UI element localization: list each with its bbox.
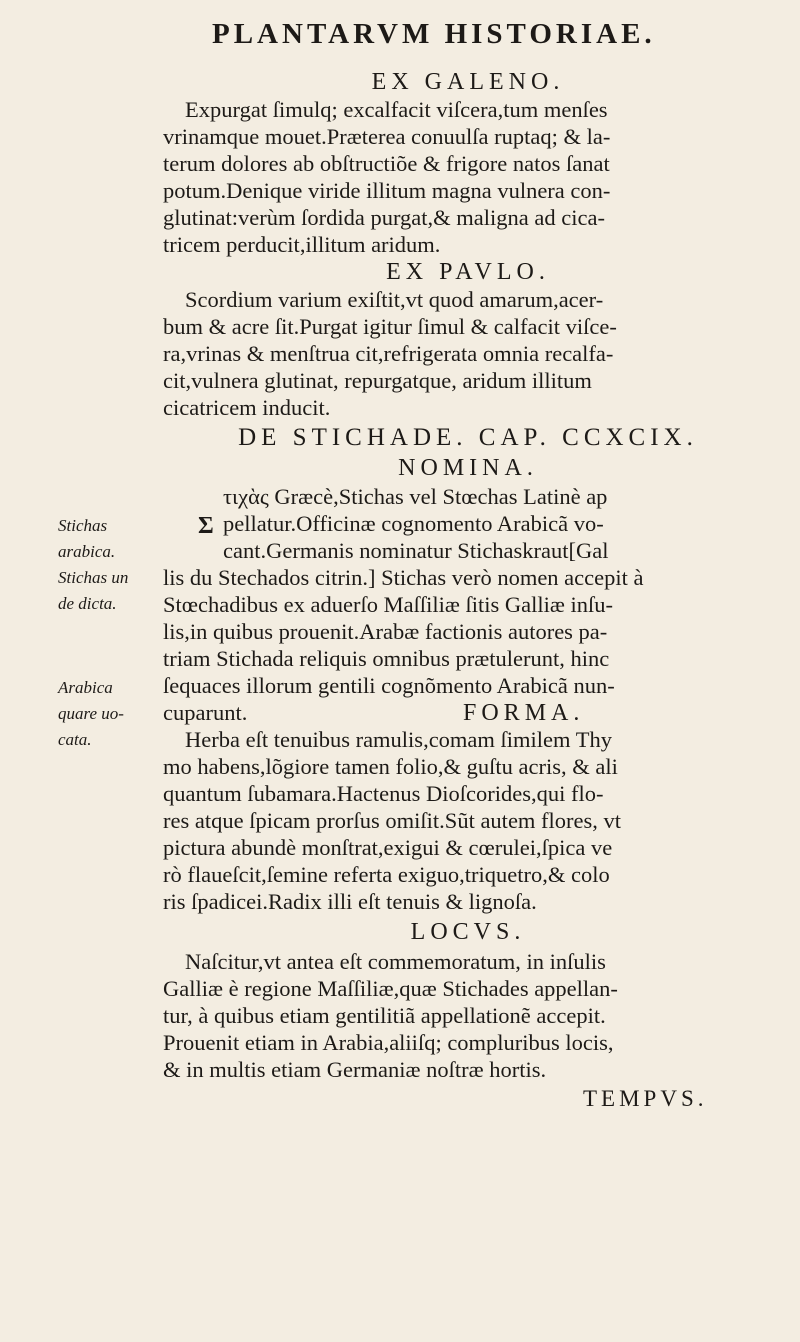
text-line: τιχὰς Græcè,Stichas vel Stœchas Latinè ap bbox=[223, 484, 608, 509]
text-line: tricem perducit,illitum aridum. bbox=[163, 232, 441, 257]
text-line: ra,vrinas & menſtrua cit,refrigerata omnia recalfa- bbox=[163, 341, 614, 366]
text-line: quantum ſubamara.Hactenus Dioſcorides,qui flo- bbox=[163, 781, 604, 806]
text-line: terum dolores ab obſtructiõe & frigore natos ſanat bbox=[163, 151, 610, 176]
text-line: cit,vulnera glutinat, repurgatque, aridum illitum bbox=[163, 368, 592, 393]
margin-note: quare uo- bbox=[58, 704, 124, 723]
text-line: Stœchadibus ex aduerſo Maſſiliæ ſitis Galliæ inſu- bbox=[163, 592, 613, 617]
section-heading: EX PAVLO. bbox=[386, 259, 550, 285]
running-header: PLANTARVM HISTORIAE. bbox=[212, 18, 656, 50]
text-line: Scordium varium exiſtit,vt quod amarum,acer- bbox=[185, 287, 604, 312]
chapter-heading: DE STICHADE. CAP. CCXCIX. bbox=[238, 424, 698, 451]
text-line: vrinamque mouet.Præterea conuulſa ruptaq; & la- bbox=[163, 124, 611, 149]
text-line: & in multis etiam Germaniæ noſtræ hortis. bbox=[163, 1057, 547, 1082]
section-heading: FORMA. bbox=[463, 700, 585, 726]
text-line: res atque ſpicam prorſus omiſit.Sũt autem flores, vt bbox=[163, 808, 622, 833]
text-line: cant.Germanis nominatur Stichaskraut[Gal bbox=[223, 538, 609, 563]
text-line: Galliæ è regione Maſſiliæ,quæ Stichades appellan- bbox=[163, 976, 618, 1001]
text-line: Herba eſt tenuibus ramulis,comam ſimilem Thy bbox=[185, 727, 612, 752]
text-line: cicatricem inducit. bbox=[163, 395, 331, 420]
catchword: TEMPVS. bbox=[583, 1086, 708, 1111]
section-heading: LOCVS. bbox=[410, 919, 526, 945]
text-line: Expurgat ſimulq; excalfacit viſcera,tum menſes bbox=[185, 97, 608, 122]
section-heading: NOMINA. bbox=[398, 455, 538, 481]
text-line: bum & acre ſit.Purgat igitur ſimul & calfacit viſce- bbox=[163, 314, 617, 339]
margin-note: Stichas bbox=[58, 516, 108, 535]
text-line: glutinat:verùm ſordida purgat,& maligna ad cica- bbox=[163, 205, 605, 230]
text-line: potum.Denique viride illitum magna vulnera con- bbox=[163, 178, 611, 203]
text-line: cuparunt. bbox=[163, 700, 248, 725]
margin-note: arabica. bbox=[58, 542, 116, 561]
sigma-mark-icon: Σ bbox=[198, 513, 214, 539]
text-line: mo habens,lõgiore tamen folio,& guſtu acris, & ali bbox=[163, 754, 618, 779]
text-line: tur, à quibus etiam gentilitiã appellationẽ accepit. bbox=[163, 1003, 606, 1028]
text-line: Prouenit etiam in Arabia,aliiſq; compluribus locis, bbox=[163, 1030, 614, 1055]
section-heading: EX GALENO. bbox=[371, 69, 565, 95]
text-line: ris ſpadicei.Radix illi eſt tenuis & lignoſa. bbox=[163, 889, 537, 914]
margin-note: Arabica bbox=[58, 678, 113, 697]
margin-note: Stichas un bbox=[58, 568, 129, 587]
text-line: pictura abundè monſtrat,exigui & cœrulei,ſpica ve bbox=[163, 835, 613, 860]
margin-note: de dicta. bbox=[58, 594, 117, 613]
text-line: lis du Stechados citrin.] Stichas verò nomen accepit à bbox=[163, 565, 644, 590]
text-line: ſequaces illorum gentili cognõmento Arabicã nun- bbox=[163, 673, 615, 698]
text-line: Naſcitur,vt antea eſt commemoratum, in inſulis bbox=[185, 949, 606, 974]
margin-note: cata. bbox=[58, 730, 92, 749]
text-line: triam Stichada reliquis omnibus prætulerunt, hinc bbox=[163, 646, 610, 671]
text-line: lis,in quibus prouenit.Arabæ factionis autores pa- bbox=[163, 619, 608, 644]
text-line: pellatur.Officinæ cognomento Arabicã vo- bbox=[223, 511, 604, 536]
text-line: rò flaueſcit,ſemine referta exiguo,triquetro,& colo bbox=[163, 862, 610, 887]
